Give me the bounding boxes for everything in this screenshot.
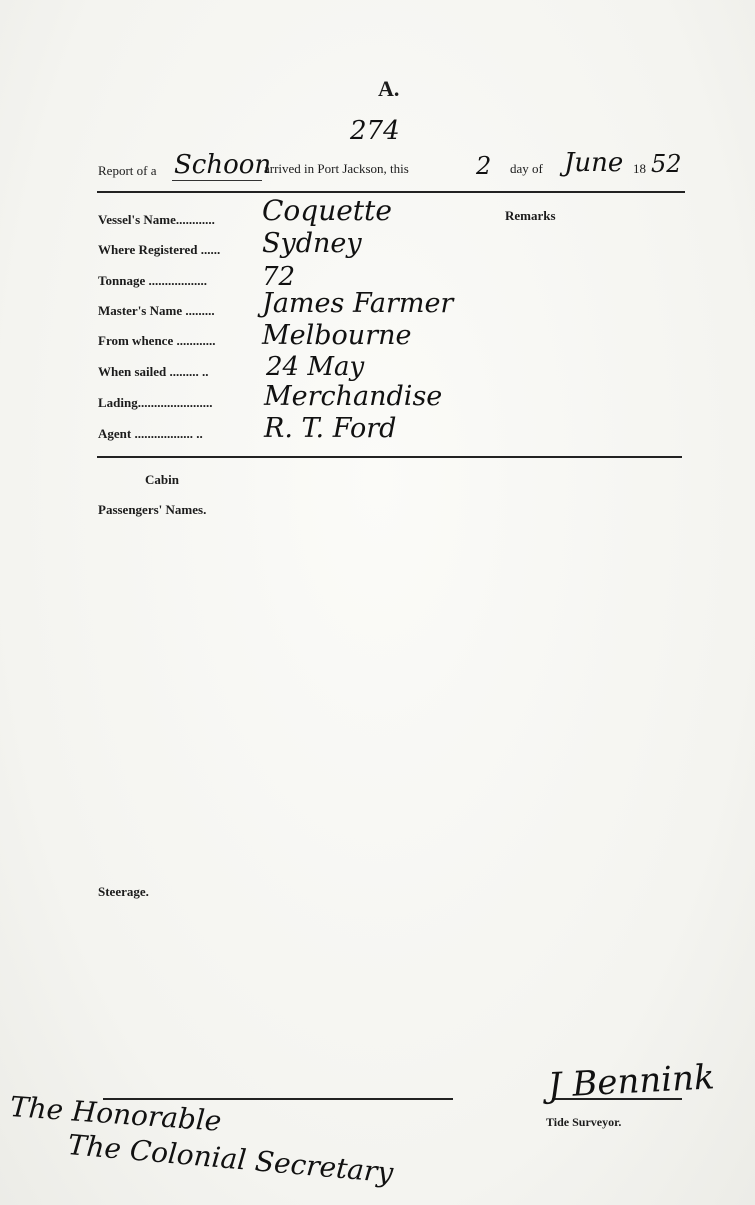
header-rule xyxy=(97,191,685,193)
fields-rule xyxy=(97,456,682,458)
tide-surveyor-label: Tide Surveyor. xyxy=(546,1115,622,1129)
field-label-tonnage: Tonnage .................. xyxy=(98,273,207,288)
cabin-label: Cabin xyxy=(145,472,179,487)
remarks-label: Remarks xyxy=(505,208,556,223)
vessel-type: Schoon xyxy=(174,150,272,180)
form-letter: A. xyxy=(378,76,400,101)
report-mid: arrived in Port Jackson, this xyxy=(264,161,409,176)
steerage-label: Steerage. xyxy=(98,884,149,899)
field-label-master-name: Master's Name ......... xyxy=(98,303,215,318)
field-value-lading: Merchandise xyxy=(264,381,443,412)
field-value-when-sailed: 24 May xyxy=(266,352,365,382)
field-label-vessel-name: Vessel's Name............ xyxy=(98,212,215,227)
field-label-from-whence: From whence ............ xyxy=(98,333,216,348)
surveyor-signature: J Bennink xyxy=(546,1057,716,1106)
passengers-label: Passengers' Names. xyxy=(98,502,207,517)
field-value-where-registered: Sydney xyxy=(262,228,362,259)
field-value-tonnage: 72 xyxy=(262,262,296,292)
field-label-lading: Lading....................... xyxy=(98,395,213,410)
field-value-from-whence: Melbourne xyxy=(262,320,412,351)
field-value-master-name: James Farmer xyxy=(262,288,454,319)
report-day: 2 xyxy=(476,152,492,180)
field-label-agent: Agent .................. .. xyxy=(98,426,203,441)
addressee-line1: The Honorable xyxy=(8,1090,223,1138)
report-prefix: Report of a xyxy=(98,163,157,178)
addressee-line2: The Colonial Secretary xyxy=(66,1128,395,1190)
field-label-when-sailed: When sailed ......... .. xyxy=(98,364,209,379)
year-suffix: 52 xyxy=(651,150,682,178)
field-label-where-registered: Where Registered ...... xyxy=(98,242,221,257)
report-number: 274 xyxy=(350,116,400,146)
field-value-agent: R. T. Ford xyxy=(264,413,397,444)
report-month: June xyxy=(564,148,624,178)
day-of-label: day of xyxy=(510,161,543,176)
year-prefix: 18 xyxy=(633,161,646,176)
field-value-vessel-name: Coquette xyxy=(262,194,392,227)
vessel-type-underline xyxy=(172,180,262,181)
